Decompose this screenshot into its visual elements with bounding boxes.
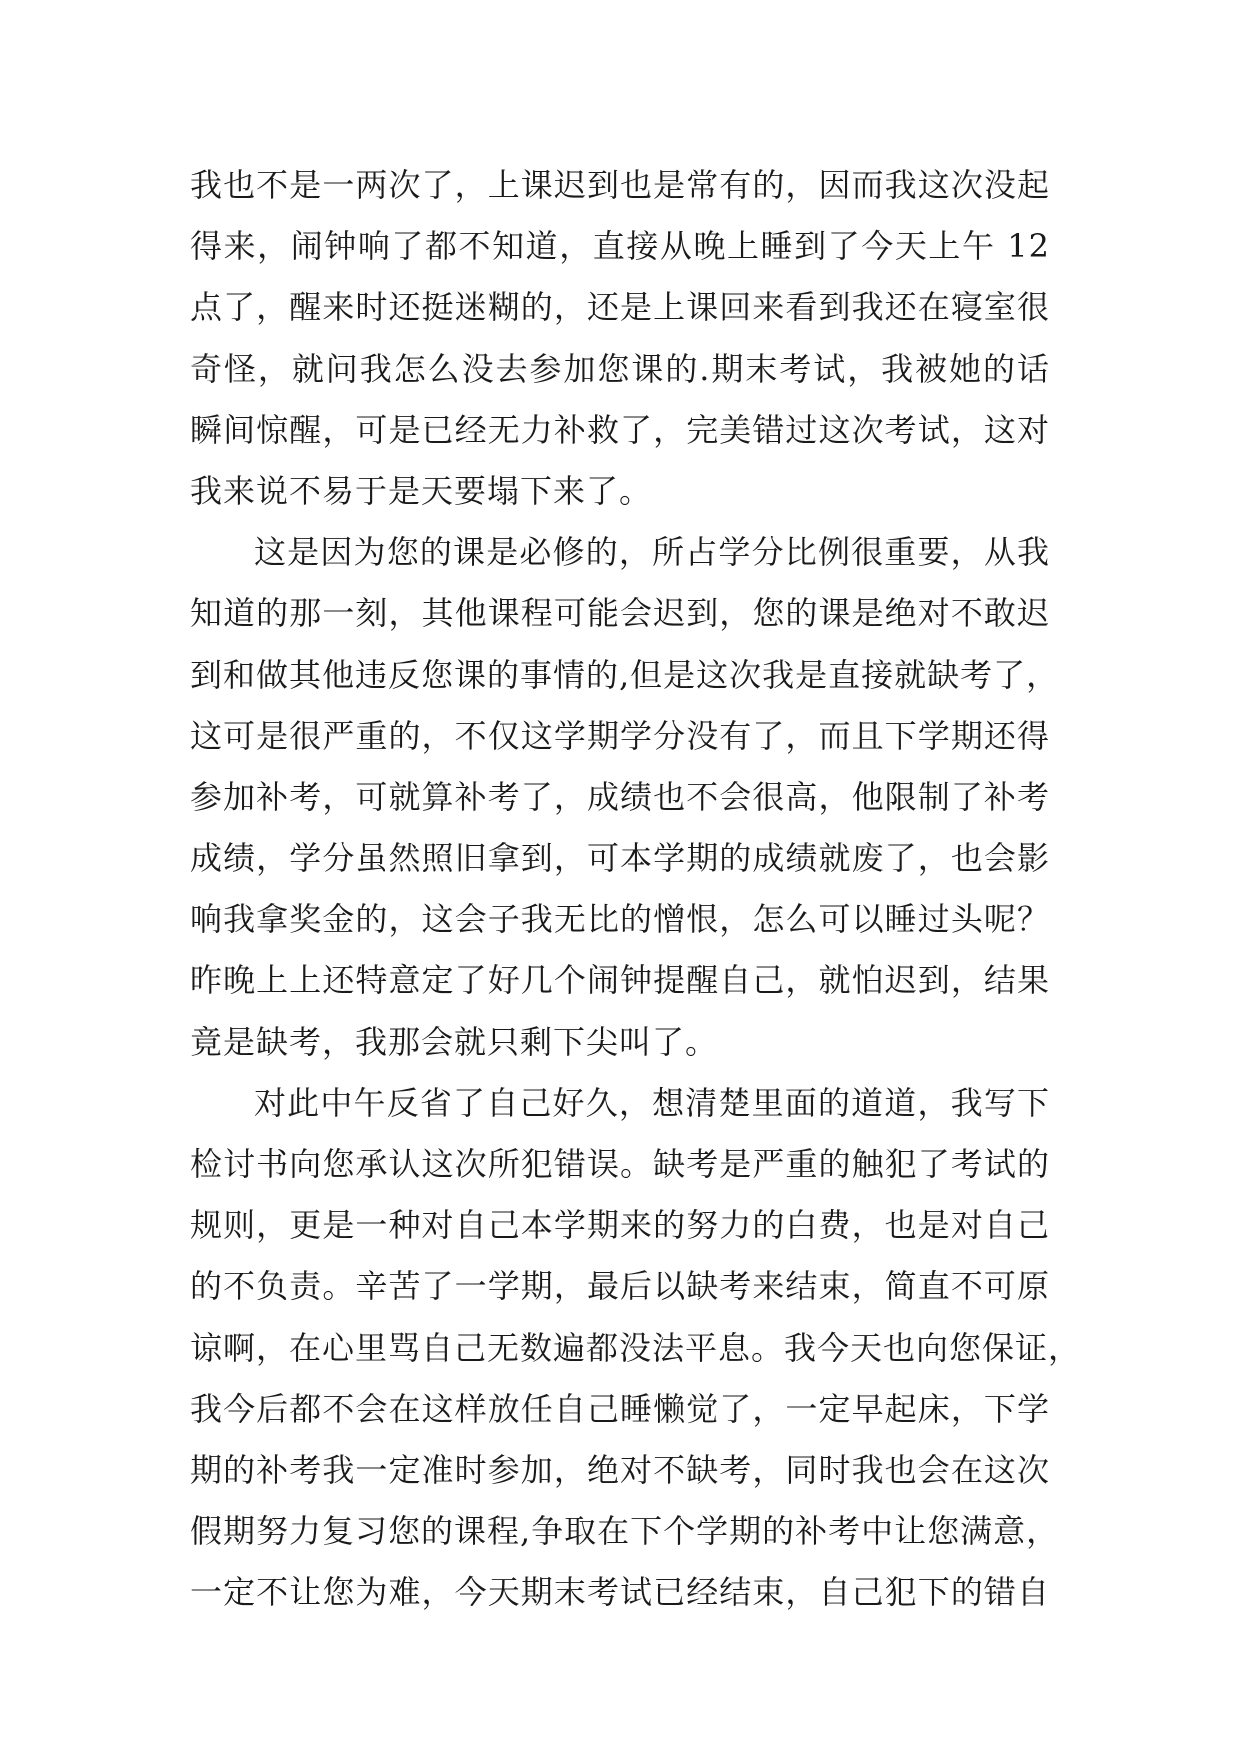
text-line: 假期努力复习您的课程,争取在下个学期的补考中让您满意， xyxy=(190,1512,1060,1551)
paragraph-2 xyxy=(190,522,1060,1073)
paragraph-1 xyxy=(190,155,1050,522)
text-line: 点了，醒来时还挺迷糊的，还是上课回来看到我还在寝室很 xyxy=(190,288,1050,327)
body-text xyxy=(190,155,1082,1624)
text-line: 知道的那一刻，其他课程可能会迟到，您的课是绝对不敢迟 xyxy=(190,594,1050,633)
paragraph-3 xyxy=(190,1073,1082,1624)
text-line: 竟是缺考，我那会就只剩下尖叫了。 xyxy=(190,1022,719,1061)
text-line: 到和做其他违反您课的事情的,但是这次我是直接就缺考了， xyxy=(190,655,1060,694)
text-line: 昨晚上上还特意定了好几个闹钟提醒自己，就怕迟到，结果 xyxy=(190,961,1050,1000)
text-line: 瞬间惊醒，可是已经无力补救了，完美错过这次考试，这对 xyxy=(190,410,1050,449)
text-line: 谅啊，在心里骂自己无数遍都没法平息。我今天也向您保证， xyxy=(190,1328,1082,1367)
text-line: 期的补考我一定准时参加，绝对不缺考，同时我也会在这次 xyxy=(190,1450,1050,1489)
text-line: 得来，闹钟响了都不知道，直接从晚上睡到了今天上午 12 xyxy=(190,227,1050,266)
text-line: 响我拿奖金的，这会子我无比的憎恨，怎么可以睡过头呢？ xyxy=(190,900,1050,939)
text-line: 成绩，学分虽然照旧拿到，可本学期的成绩就废了，也会影 xyxy=(190,839,1050,878)
text-line: 检讨书向您承认这次所犯错误。缺考是严重的触犯了考试的 xyxy=(190,1145,1050,1183)
text-line: 我也不是一两次了，上课迟到也是常有的，因而我这次没起 xyxy=(190,166,1050,204)
text-line: 这可是很严重的，不仅这学期学分没有了，而且下学期还得 xyxy=(190,716,1050,755)
text-line: 规则，更是一种对自己本学期来的努力的白费，也是对自己 xyxy=(190,1206,1050,1245)
text-line: 对此中午反省了自己好久，想清楚里面的道道，我写下 xyxy=(254,1083,1050,1122)
text-line: 我今后都不会在这样放任自己睡懒觉了，一定早起床，下学 xyxy=(190,1389,1050,1428)
text-line: 一定不让您为难，今天期末考试已经结束，自己犯下的错自 xyxy=(190,1573,1050,1612)
text-line: 的不负责。辛苦了一学期，最后以缺考来结束，简直不可原 xyxy=(190,1267,1050,1306)
text-line: 这是因为您的课是必修的，所占学分比例很重要，从我 xyxy=(254,533,1050,572)
text-line: 我来说不易于是天要塌下来了。 xyxy=(190,471,653,510)
text-line: 参加补考，可就算补考了，成绩也不会很高，他限制了补考 xyxy=(190,777,1050,816)
text-line: 奇怪，就问我怎么没去参加您课的.期末考试，我被她的话 xyxy=(190,349,1050,388)
